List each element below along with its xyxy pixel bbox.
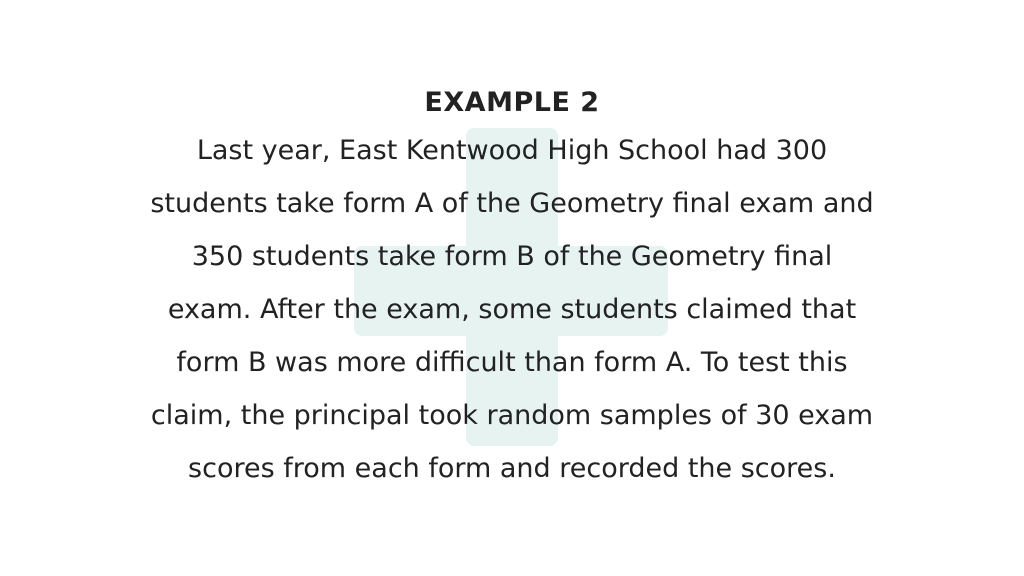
slide-content — [0, 82, 1024, 495]
paragraph-line: Last year, East Kentwood High School had 300 — [196, 135, 828, 166]
example-paragraph — [0, 124, 1024, 495]
paragraph-line: 350 students take form B of the Geometry final — [191, 241, 833, 272]
paragraph-line: exam. After the exam, some students claimed that — [167, 294, 857, 325]
paragraph-line: form B was more difficult than form A. To test this — [176, 347, 848, 378]
slide-title: EXAMPLE 2 — [424, 87, 600, 118]
paragraph-line: scores from each form and recorded the scores. — [188, 453, 836, 484]
paragraph-line: students take form A of the Geometry final exam and — [150, 188, 874, 219]
paragraph-line: claim, the principal took random samples of 30 exam — [150, 400, 874, 431]
